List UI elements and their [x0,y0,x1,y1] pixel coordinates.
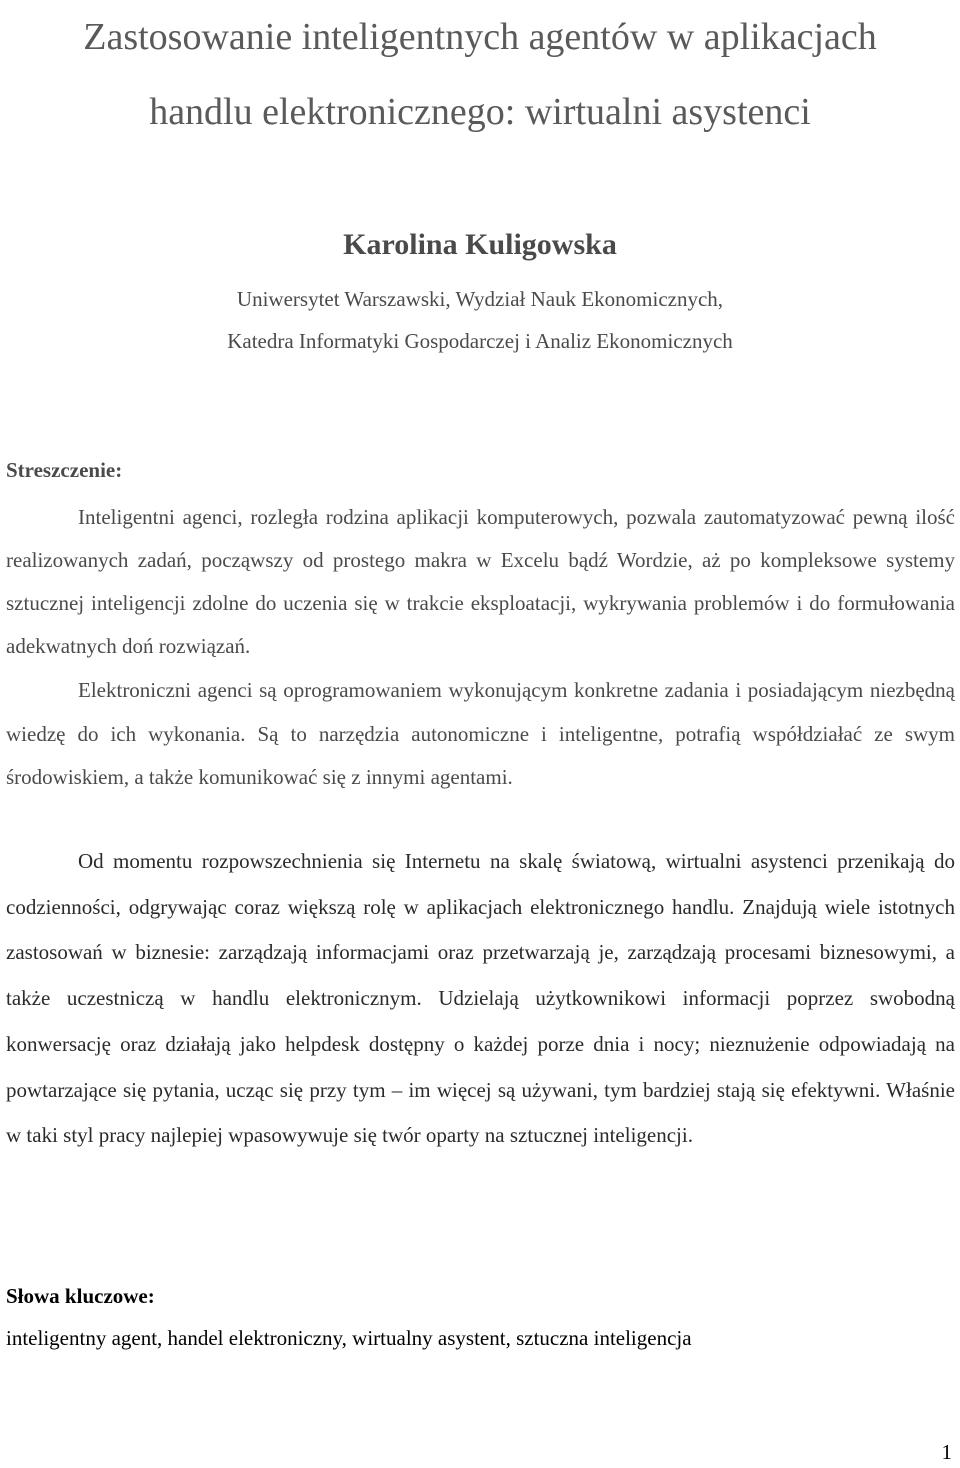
affiliation-line-1: Uniwersytet Warszawski, Wydział Nauk Ekonomicznych, [236,287,724,311]
keywords-list: inteligentny agent, handel elektroniczny, wirtualny asystent, sztuczna inteligencja [6,1326,692,1350]
keywords-heading: Słowa kluczowe: [6,1284,155,1308]
abstract-paragraph-1: Inteligentni agenci, rozległa rodzina aplikacji komputerowych, pozwala zautomatyzować pewną ilość realizowanych zadań, począwszy od prostego makra w Excelu bądź Wordzie, aż po kompleksowe systemy sztucznej inteligencji zdolne do uczenia się w trakcie eksploatacji, wykrywania problemów i do formułowania adekwatnych doń rozwiązań. [6,505,955,658]
page-number: 1 [941,1440,952,1464]
paper-title-line-2: handlu elektronicznego: wirtualni asystenci [149,91,811,133]
abstract-heading: Streszczenie: [6,458,123,482]
affiliation-line-2: Katedra Informatyki Gospodarczej i Analiz Ekonomicznych [227,329,733,353]
author-affiliation [0,278,960,362]
author-name: Karolina Kuligowska [343,228,617,261]
paper-title [0,0,960,150]
abstract-paragraph-3: Od momentu rozpowszechnienia się Internetu na skalę światową, wirtualni asystenci przenikają do codzienności, odgrywając coraz większą rolę w aplikacjach elektronicznego handlu. Znajdują wiele istotnych zastosowań w biznesie: zarządzają informacjami oraz przetwarzają je, zarządzają procesami biznesowymi, a także uczestniczą w handlu elektronicznym. Udzielają użytkownikowi informacji poprzez swobodną konwersację oraz działają jako helpdesk dostępny o każdej porze dnia i nocy; nieznużenie odpowiadają na powtarzające się pytania, ucząc się przy tym – im więcej są używani, tym bardziej stają się efektywni. Właśnie w taki styl pracy najlepiej wpasowywuje się twór oparty na sztucznej inteligencji. [6,849,955,1148]
abstract-paragraph-2: Elektroniczni agenci są oprogramowaniem wykonującym konkretne zadania i posiadającym niezbędną wiedzę do ich wykonania. Są to narzędzia autonomiczne i inteligentne, potrafią współdziałać ze swym środowiskiem, a także komunikować się z innymi agentami. [6,678,955,789]
paper-title-line-1: Zastosowanie inteligentnych agentów w aplikacjach [83,16,877,58]
